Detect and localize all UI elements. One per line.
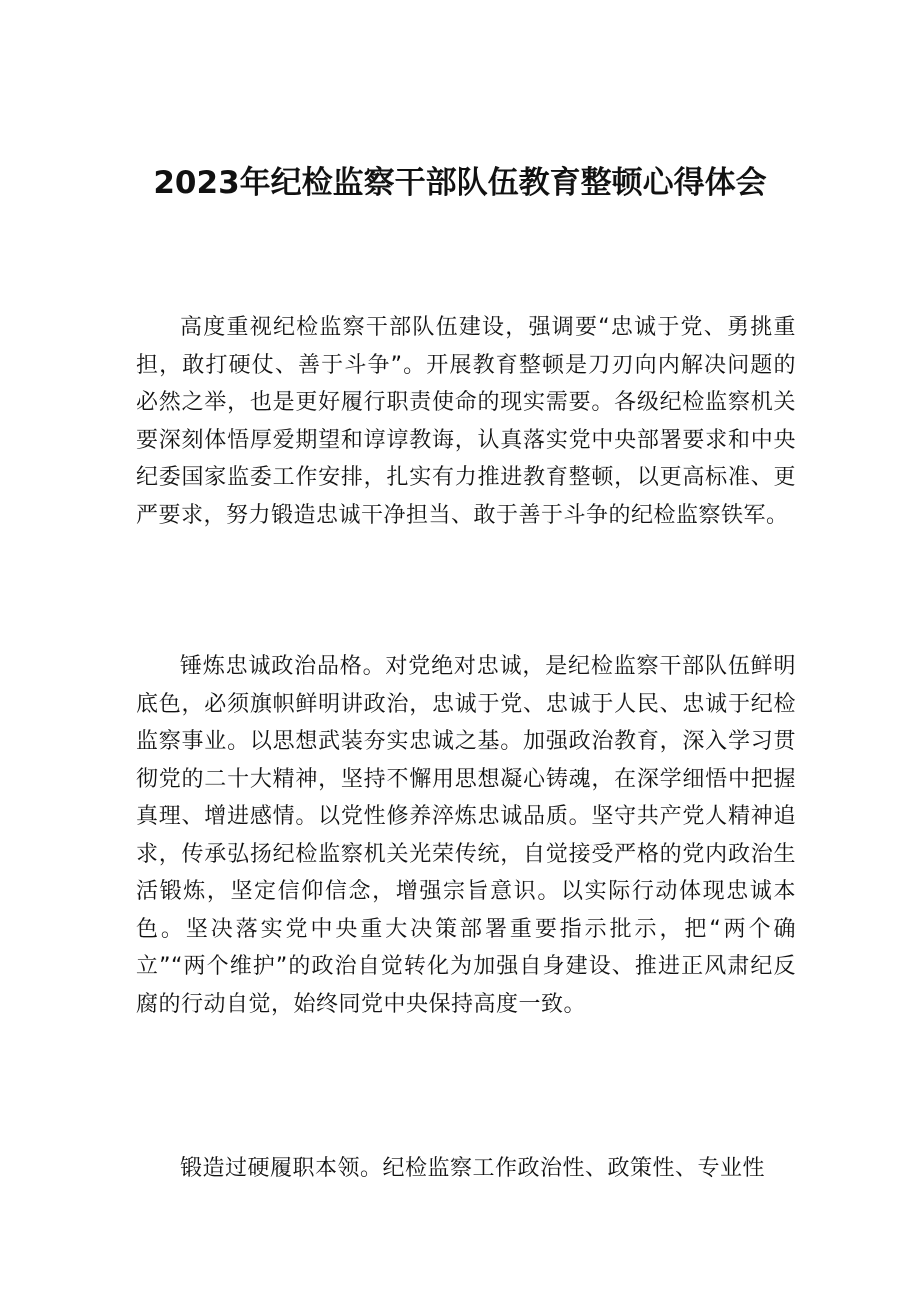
paragraph-1: 高度重视纪检监察干部队伍建设，强调要“忠诚于党、勇挑重担，敢打硬仗、善于斗争”。开展教育整顿是刀刃向内解决问题的必然之举，也是更好履行职责使命的现实需要。各级纪检监察机关要深刻体悟厚爱期望和谆谆教诲，认真落实党中央部署要求和中央纪委国家监委工作安排，扎实有力推进教育整顿，以更高标准、更严要求，努力锻造忠诚干净担当、敢于善于斗争的纪检监察铁军。 [136,315,796,528]
document-title: 2023年纪检监察干部队伍教育整顿心得体会 [153,165,767,201]
paragraph-3: 锻造过硬履职本领。纪检监察工作政治性、政策性、专业性 [180,1156,766,1181]
paragraph-2: 锤炼忠诚政治品格。对党绝对忠诚，是纪检监察干部队伍鲜明底色，必须旗帜鲜明讲政治，忠诚于党、忠诚于人民、忠诚于纪检监察事业。以思想武装夯实忠诚之基。加强政治教育，深入学习贯彻党的二十大精神，坚持不懈用思想凝心铸魂，在深学细悟中把握真理、增进感情。以党性修养淬炼忠诚品质。坚守共产党人精神追求，传承弘扬纪检监察机关光荣传统，自觉接受严格的党内政治生活锻炼，坚定信仰信念，增强宗旨意识。以实际行动体现忠诚本色。坚决落实党中央重大决策部署重要指示批示，把“两个确立”“两个维护”的政治自觉转化为加强自身建设、推进正风肃纪反腐的行动自觉，始终同党中央保持高度一致。 [136,654,796,1017]
